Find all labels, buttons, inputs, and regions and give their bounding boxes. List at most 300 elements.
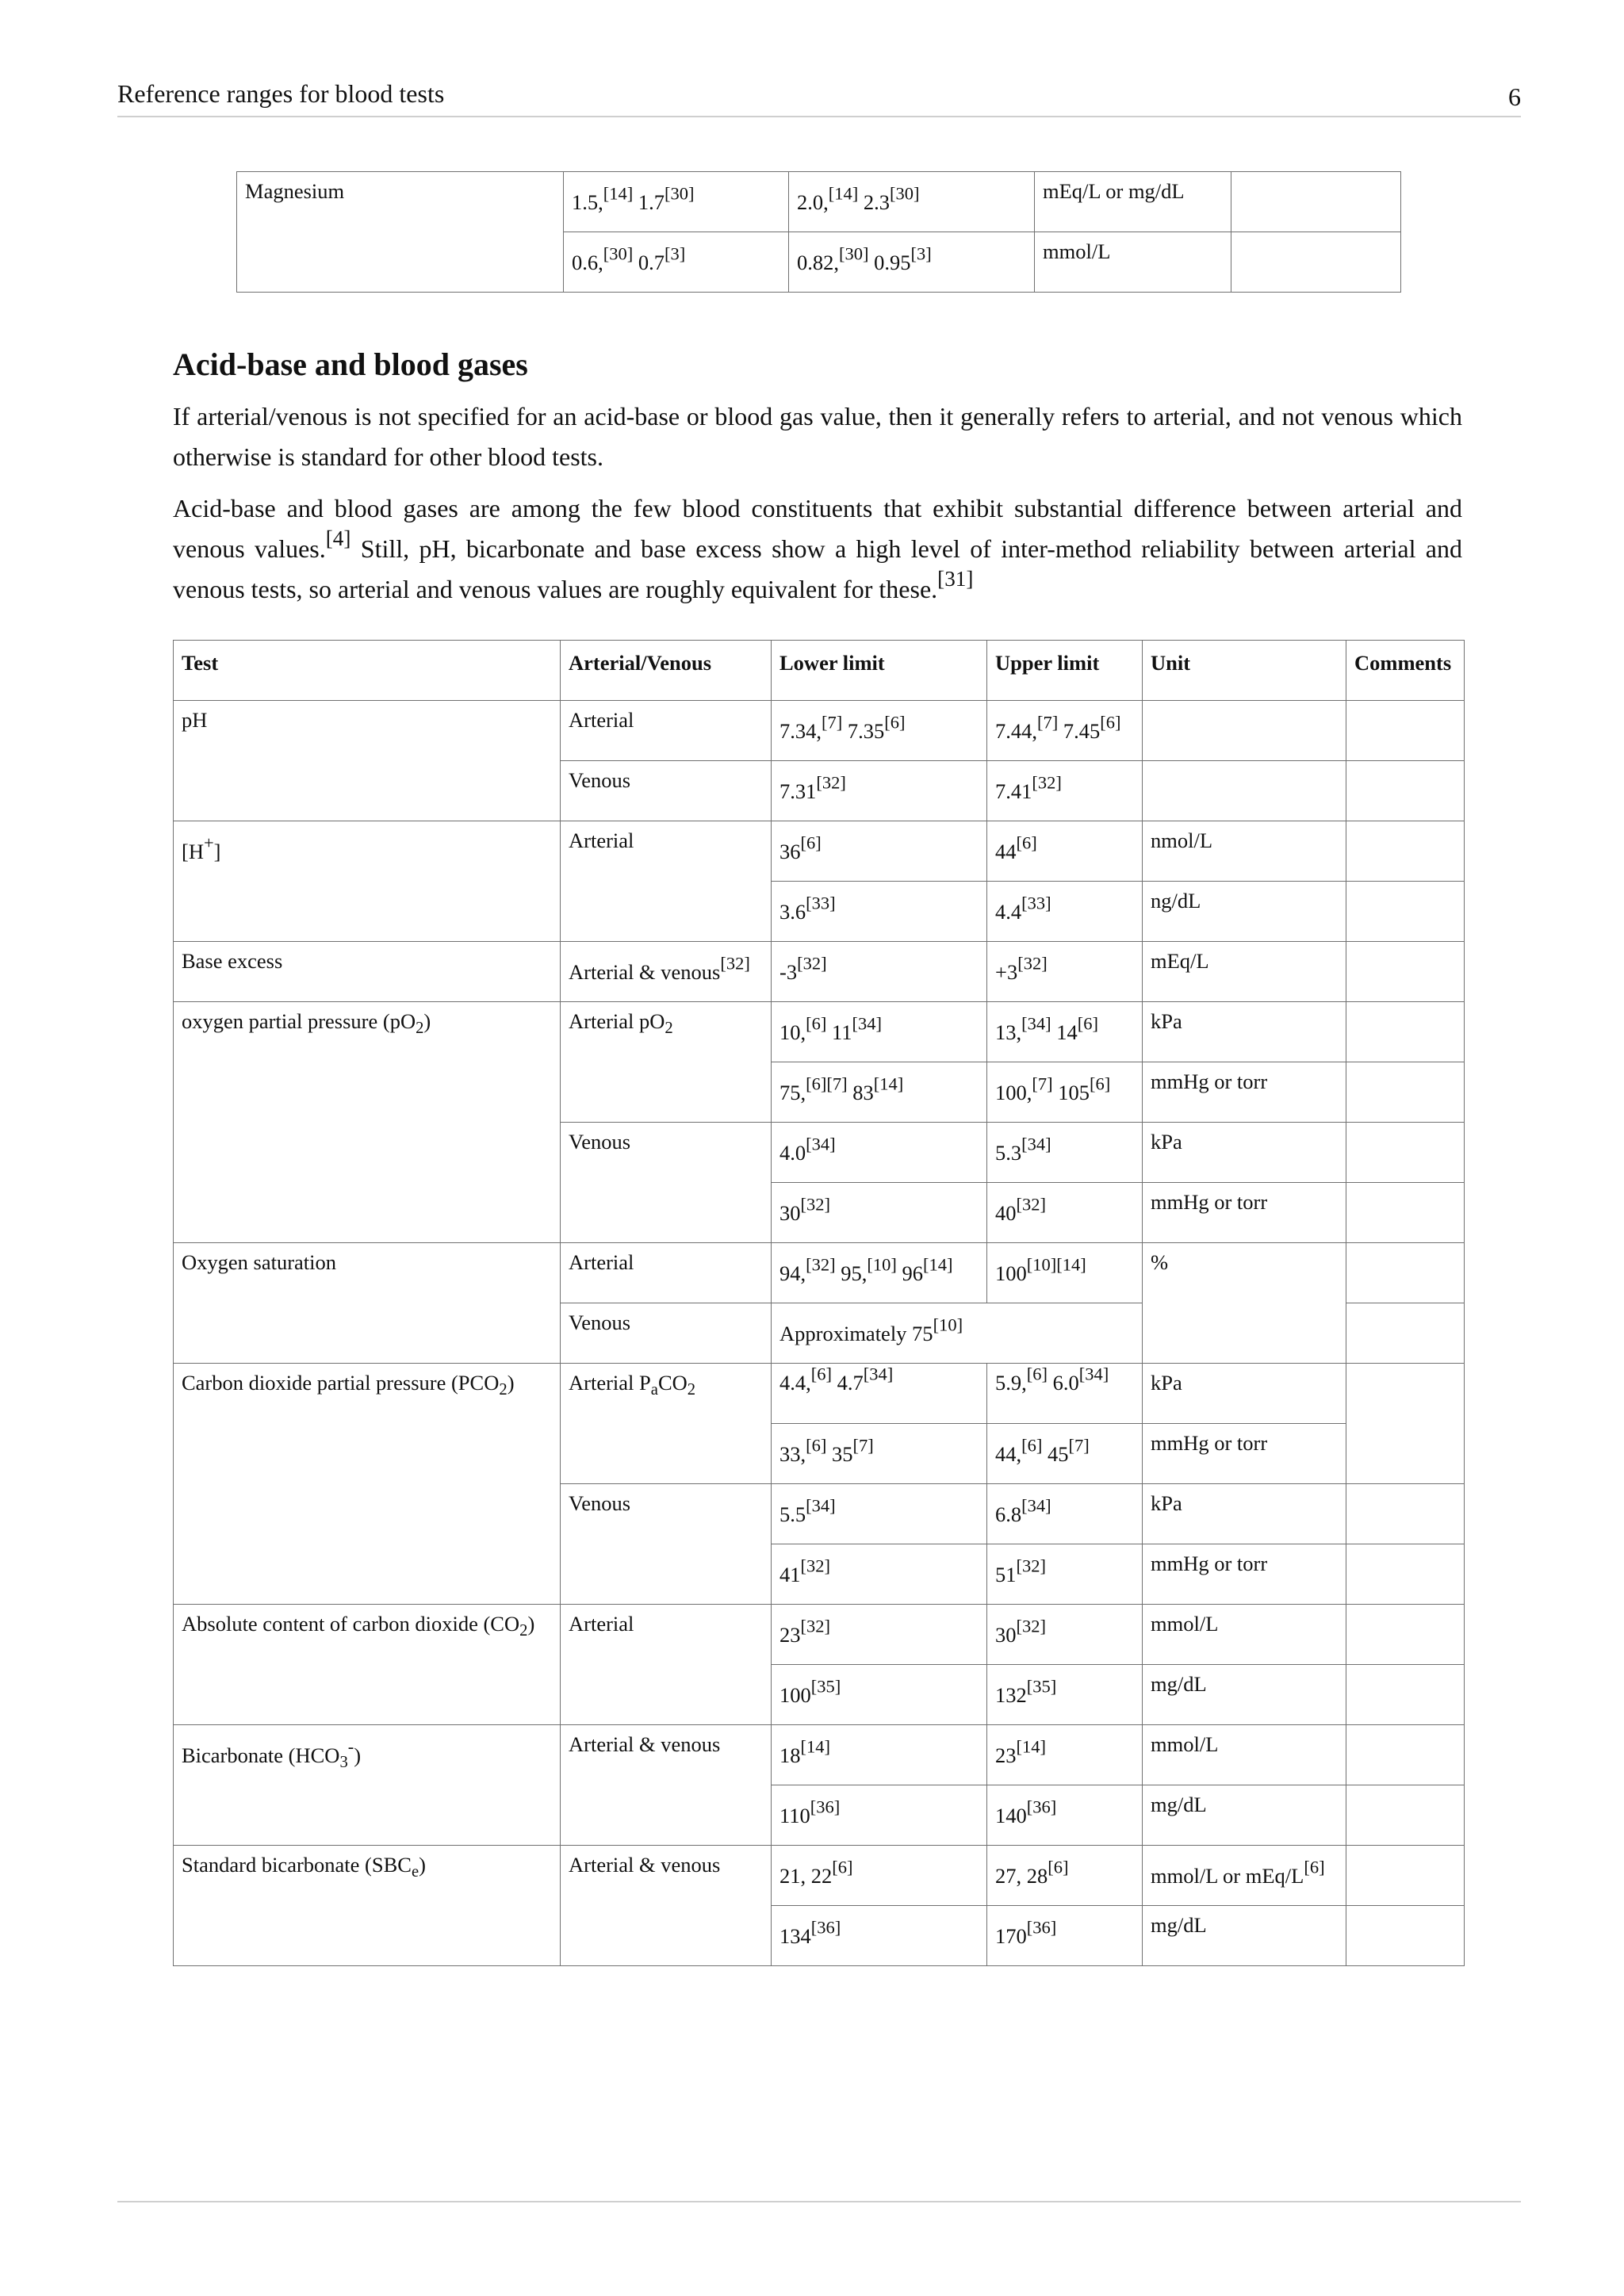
cell-text	[995, 1495, 1051, 1527]
cell-text: CO	[657, 1371, 688, 1395]
cell-text: 95,	[841, 1261, 868, 1285]
test-name: Magnesium	[245, 179, 345, 203]
citation-link[interactable]: [6]	[1048, 1857, 1069, 1877]
lower-limit-cell	[772, 761, 987, 821]
cell-text: 35	[832, 1442, 853, 1466]
cell-text: Arterial pO	[569, 1009, 665, 1033]
header-rule	[117, 116, 1521, 117]
cell-text: 105	[1058, 1081, 1090, 1104]
cell-text: -3	[779, 960, 798, 984]
cell-text	[779, 893, 836, 924]
citation-link[interactable]: [30]	[839, 243, 869, 264]
cell-text	[779, 832, 822, 864]
citation-link[interactable]: [7]	[852, 1435, 874, 1456]
table-row	[174, 1846, 1465, 1906]
test-name	[174, 1002, 561, 1243]
comments-cell	[1346, 1785, 1465, 1846]
citation-link[interactable]: [32]	[1016, 1616, 1047, 1636]
cell-text	[1151, 1857, 1325, 1888]
citation-link[interactable]: [34]	[1021, 1013, 1051, 1034]
av-cell: Venous	[561, 761, 772, 821]
upper-limit-cell	[987, 1364, 1143, 1424]
cell-text: 2.0,	[797, 190, 829, 214]
citation-link[interactable]: [14]	[923, 1254, 953, 1275]
citation-link[interactable]: [31]	[937, 567, 974, 591]
subscript: 2	[687, 1381, 696, 1399]
unit-cell: mmol/L	[1143, 1725, 1346, 1785]
unit-cell: mg/dL	[1143, 1906, 1346, 1966]
cell-text: 44	[995, 840, 1017, 863]
lower-limit-cell	[772, 1062, 987, 1123]
cell-text: ]	[213, 840, 221, 863]
cell-text: 21, 22	[779, 1864, 833, 1888]
citation-link[interactable]: [34]	[1078, 1364, 1109, 1384]
subscript: 2	[665, 1020, 673, 1038]
col-header-test: Test	[174, 641, 561, 701]
cell-text: 5.5	[779, 1502, 806, 1526]
upper-limit-cell	[987, 1725, 1143, 1785]
cell-text: oxygen partial pressure (pO	[182, 1009, 416, 1033]
comments-cell	[1346, 1725, 1465, 1785]
citation-link[interactable]: [32]	[800, 1616, 831, 1636]
table-row	[174, 701, 1465, 761]
range-cell	[772, 1303, 1143, 1364]
test-name	[174, 1605, 561, 1725]
upper-limit-cell	[987, 1424, 1143, 1484]
lower-limit-cell	[772, 1002, 987, 1062]
citation-link[interactable]: [36]	[1026, 1797, 1057, 1817]
cell-text: 23	[779, 1623, 801, 1647]
cell-text: 7.34,	[779, 719, 822, 743]
cell-text	[995, 772, 1062, 804]
citation-link[interactable]: [34]	[806, 1495, 836, 1516]
cell-text: +3	[995, 960, 1018, 984]
subscript: 2	[519, 1622, 528, 1640]
cell-text: 7.35	[847, 719, 885, 743]
cell-text	[779, 1917, 841, 1949]
cell-text: 100,	[995, 1081, 1032, 1104]
cell-text	[995, 1556, 1047, 1587]
cell-text: 132	[995, 1683, 1027, 1707]
upper-limit-cell	[987, 1062, 1143, 1123]
cell-text	[995, 1616, 1047, 1647]
subscript: a	[650, 1381, 658, 1399]
citation-link[interactable]: [6]	[810, 1364, 833, 1384]
citation-link[interactable]: [10]	[867, 1254, 897, 1275]
cell-text: 18	[779, 1743, 801, 1767]
cell-text: 94,	[779, 1261, 806, 1285]
table-row	[174, 942, 1465, 1002]
citation-link[interactable]: [32]	[816, 772, 846, 793]
test-name-cell	[237, 172, 564, 293]
cell-text	[779, 1495, 836, 1527]
citation-link[interactable]: [6]	[806, 1013, 827, 1034]
cell-text: 27, 28	[995, 1864, 1048, 1888]
citation-link[interactable]: [6]	[806, 1435, 827, 1456]
cell-text: mmol/L or mEq/L	[1151, 1864, 1304, 1888]
citation-link[interactable]: [32]	[1016, 1556, 1047, 1576]
cell-text: 7.41	[995, 779, 1032, 803]
comments-cell	[1346, 1484, 1465, 1544]
unit-cell: ng/dL	[1143, 882, 1346, 942]
cell-text: 23	[995, 1743, 1017, 1767]
citation-link[interactable]: [30]	[890, 183, 920, 204]
cell-text: 6.8	[995, 1502, 1022, 1526]
cell-text	[779, 1435, 874, 1467]
comments-cell	[1346, 882, 1465, 942]
citation-link[interactable]: [33]	[1021, 893, 1051, 913]
lower-limit-cell	[772, 1424, 987, 1484]
cell-text: 13,	[995, 1020, 1022, 1044]
lower-limit-cell	[772, 1785, 987, 1846]
cell-text: 170	[995, 1924, 1027, 1948]
citation-link[interactable]: [32]	[800, 1194, 831, 1215]
paragraph-2	[173, 488, 1462, 610]
citation-link[interactable]: [6]	[832, 1857, 853, 1877]
cell-text: 2.3	[863, 190, 891, 214]
av-cell: Venous	[561, 1303, 772, 1364]
citation-link[interactable]: [6]	[1077, 1013, 1099, 1034]
citation-link[interactable]: [32]	[806, 1254, 836, 1275]
table-header-row	[174, 641, 1465, 701]
unit-cell: mg/dL	[1143, 1665, 1346, 1725]
unit-cell: mg/dL	[1143, 1785, 1346, 1846]
cell-text: Bicarbonate (HCO	[182, 1743, 340, 1767]
upper-limit-cell	[987, 1846, 1143, 1906]
cell-text: 33,	[779, 1442, 806, 1466]
comments-cell	[1346, 1544, 1465, 1605]
cell-text: 1.5,	[572, 190, 603, 214]
subscript: 3	[339, 1754, 348, 1772]
upper-limit-cell	[789, 172, 1035, 232]
citation-link[interactable]: [10][14]	[1026, 1254, 1086, 1275]
citation-link[interactable]: [6]	[1304, 1857, 1325, 1877]
citation-link[interactable]: [6]	[884, 712, 906, 733]
av-cell: Arterial	[561, 1605, 772, 1725]
cell-text	[779, 1134, 836, 1165]
lower-limit-cell	[772, 1725, 987, 1785]
lower-limit-cell	[772, 1846, 987, 1906]
lower-limit-cell	[772, 1605, 987, 1665]
cell-text	[995, 1736, 1047, 1768]
cell-text: Arterial & venous	[569, 960, 721, 984]
upper-limit-cell	[987, 942, 1143, 1002]
citation-link[interactable]: [14]	[603, 183, 634, 204]
cell-text	[572, 243, 686, 275]
citation-link[interactable]: [33]	[806, 893, 836, 913]
av-cell: Arterial	[561, 821, 772, 942]
cell-text: 36	[779, 840, 801, 863]
citation-link[interactable]: [7]	[1037, 712, 1059, 733]
cell-text: 96	[902, 1261, 924, 1285]
cell-text	[779, 1676, 841, 1708]
comments-cell	[1346, 1303, 1465, 1364]
av-cell	[561, 942, 772, 1002]
cell-text: 0.95	[874, 251, 911, 274]
comments-cell	[1346, 701, 1465, 761]
citation-link[interactable]: [32]	[1032, 772, 1062, 793]
upper-limit-cell	[987, 1243, 1143, 1303]
citation-link[interactable]: [7]	[822, 712, 843, 733]
cell-text: )	[354, 1743, 362, 1767]
unit-cell: kPa	[1143, 1123, 1346, 1183]
test-name: pH	[174, 701, 561, 821]
cell-text: 41	[779, 1563, 801, 1586]
citation-link[interactable]: [6][7]	[806, 1073, 848, 1094]
av-cell: Arterial & venous	[561, 1725, 772, 1846]
citation-link[interactable]: [32]	[797, 953, 827, 974]
cell-text	[182, 1736, 362, 1772]
av-cell: Arterial & venous	[561, 1846, 772, 1966]
col-header-unit: Unit	[1143, 641, 1346, 701]
cell-text: Absolute content of carbon dioxide (CO	[182, 1612, 520, 1636]
test-name	[174, 1846, 561, 1966]
av-cell	[561, 1364, 772, 1484]
lower-limit-cell	[772, 821, 987, 882]
citation-link[interactable]: [6]	[1026, 1364, 1048, 1384]
citation-link[interactable]: [36]	[1026, 1917, 1057, 1938]
citation-link[interactable]: [30]	[603, 243, 634, 264]
cell-text: 51	[995, 1563, 1017, 1586]
comments-cell	[1346, 1906, 1465, 1966]
cell-text	[995, 953, 1048, 985]
comments-cell	[1346, 1243, 1465, 1303]
citation-link[interactable]: [32]	[720, 953, 750, 974]
cell-text	[797, 243, 932, 275]
cell-text	[995, 1194, 1047, 1226]
cell-text: 7.44,	[995, 719, 1037, 743]
cell-text	[779, 1314, 963, 1346]
cell-text: 45	[1048, 1442, 1069, 1466]
citation-link[interactable]: [32]	[1016, 1194, 1047, 1215]
cell-text	[995, 893, 1051, 924]
cell-text: Standard bicarbonate (SBC	[182, 1853, 412, 1877]
cell-text: Approximately 75	[779, 1322, 933, 1345]
cell-text	[995, 1917, 1057, 1949]
unit-cell: kPa	[1143, 1364, 1346, 1424]
citation-link[interactable]: [6]	[1100, 712, 1121, 733]
table-row	[174, 1605, 1465, 1665]
unit-cell: kPa	[1143, 1002, 1346, 1062]
lower-limit-cell	[772, 1484, 987, 1544]
col-header-arterial-venous: Arterial/Venous	[561, 641, 772, 701]
unit-cell: kPa	[1143, 1484, 1346, 1544]
cell-text: 6.0	[1052, 1371, 1079, 1395]
unit-cell: nmol/L	[1143, 821, 1346, 882]
lower-limit-cell	[564, 172, 789, 232]
table-row	[174, 1243, 1465, 1303]
citation-link[interactable]: [6]	[1021, 1435, 1043, 1456]
cell-text: 7.31	[779, 779, 817, 803]
cell-text: 44,	[995, 1442, 1022, 1466]
paragraph-text: Still, pH, bicarbonate and base excess show a high level of inter-method reliability between arterial and venous tests, so arterial and venous values are roughly equivalent for these.	[173, 534, 1463, 603]
citation-link[interactable]: [36]	[810, 1917, 841, 1938]
unit-cell: mmHg or torr	[1143, 1062, 1346, 1123]
citation-link[interactable]: [36]	[810, 1797, 841, 1817]
cell-text: 140	[995, 1804, 1027, 1827]
comments-cell	[1231, 172, 1401, 232]
unit-cell: mmHg or torr	[1143, 1183, 1346, 1243]
unit-cell	[1143, 701, 1346, 761]
table-row	[174, 1364, 1465, 1424]
cell-text	[797, 183, 920, 215]
lower-limit-cell	[772, 701, 987, 761]
citation-link[interactable]: [14]	[828, 183, 859, 204]
unit-cell: mmHg or torr	[1143, 1424, 1346, 1484]
upper-limit-cell	[987, 1002, 1143, 1062]
cell-text: 100	[995, 1261, 1027, 1285]
citation-link[interactable]: [30]	[665, 183, 695, 204]
lower-limit-cell	[772, 1183, 987, 1243]
cell-text	[779, 1013, 883, 1045]
citation-link[interactable]: [35]	[810, 1676, 841, 1697]
citation-link[interactable]: [6]	[1090, 1073, 1111, 1094]
cell-text: Carbon dioxide partial pressure (PCO	[182, 1371, 500, 1395]
citation-link[interactable]: [14]	[1016, 1736, 1047, 1757]
cell-text	[779, 772, 846, 804]
lower-limit-cell	[772, 882, 987, 942]
cell-text: 10,	[779, 1020, 806, 1044]
cell-text	[779, 1194, 831, 1226]
citation-link[interactable]: [3]	[665, 243, 686, 264]
comments-cell	[1346, 1665, 1465, 1725]
citation-link[interactable]: [32]	[800, 1556, 831, 1576]
unit-cell: mEq/L or mg/dL	[1035, 172, 1231, 232]
lower-limit-cell	[772, 1544, 987, 1605]
lower-limit-cell	[772, 1364, 987, 1424]
lower-limit-cell	[772, 1906, 987, 1966]
comments-cell	[1346, 821, 1465, 882]
citation-link[interactable]: [3]	[910, 243, 932, 264]
cell-text	[995, 832, 1037, 864]
page-number: 6	[1508, 82, 1521, 111]
cell-text	[995, 1254, 1086, 1286]
comments-cell	[1346, 761, 1465, 821]
test-name	[174, 1725, 561, 1846]
col-header-comments: Comments	[1346, 641, 1465, 701]
cell-text: 75,	[779, 1081, 806, 1104]
col-header-lower-limit: Lower limit	[772, 641, 987, 701]
upper-limit-cell	[987, 882, 1143, 942]
citation-link[interactable]: [34]	[863, 1364, 894, 1384]
av-cell: Venous	[561, 1123, 772, 1243]
cell-text: 3.6	[779, 900, 806, 924]
subscript: e	[411, 1863, 419, 1881]
cell-text: 0.6,	[572, 251, 603, 274]
upper-limit-cell	[987, 1484, 1143, 1544]
cell-text: 134	[779, 1924, 811, 1948]
subscript: 2	[416, 1020, 424, 1038]
comments-cell	[1346, 942, 1465, 1002]
upper-limit-cell	[987, 821, 1143, 882]
cell-text	[995, 1073, 1111, 1105]
cell-text	[572, 183, 695, 215]
cell-text	[995, 1797, 1057, 1828]
acid-base-table	[173, 640, 1465, 1966]
comments-cell	[1231, 232, 1401, 293]
citation-link[interactable]: [34]	[1021, 1495, 1051, 1516]
cell-text	[779, 1797, 841, 1828]
cell-text	[995, 1435, 1090, 1467]
av-cell	[561, 1002, 772, 1123]
cell-text: 30	[995, 1623, 1017, 1647]
citation-link[interactable]: [7]	[1068, 1435, 1090, 1456]
cell-text	[779, 1556, 831, 1587]
cell-text: 83	[852, 1081, 874, 1104]
cell-text	[779, 1616, 831, 1647]
cell-text: )	[527, 1612, 535, 1636]
av-cell: Arterial	[561, 701, 772, 761]
table-row	[174, 821, 1465, 882]
lower-limit-cell	[772, 1123, 987, 1183]
unit-cell: mmol/L	[1143, 1605, 1346, 1665]
magnesium-table	[236, 171, 1401, 293]
upper-limit-cell	[987, 1123, 1143, 1183]
cell-text: 0.82,	[797, 251, 839, 274]
citation-link[interactable]: [34]	[806, 1134, 836, 1154]
upper-limit-cell	[987, 1544, 1143, 1605]
upper-limit-cell	[987, 1183, 1143, 1243]
upper-limit-cell	[987, 701, 1143, 761]
citation-link[interactable]: [35]	[1026, 1676, 1057, 1697]
lower-limit-cell	[772, 1665, 987, 1725]
cell-text	[995, 1013, 1099, 1045]
upper-limit-cell	[987, 1906, 1143, 1966]
citation-link[interactable]: [14]	[873, 1073, 904, 1094]
cell-text	[779, 1857, 853, 1888]
citation-link[interactable]: [6]	[1016, 832, 1037, 853]
section-heading: Acid-base and blood gases	[173, 346, 528, 382]
citation-link: +	[203, 832, 214, 853]
cell-text	[779, 712, 906, 744]
citation-link[interactable]: [10]	[933, 1314, 963, 1335]
table-row	[237, 172, 1401, 232]
cell-text	[995, 712, 1121, 744]
paragraph-1: If arterial/venous is not specified for an acid-base or blood gas value, then it generally refers to arterial, and not venous which otherwise is standard for other blood tests.	[173, 402, 1462, 471]
unit-cell	[1143, 1846, 1346, 1906]
paragraph-text: Acid-base and blood gases are among the few blood constituents that exhibit substantial difference between arterial and venous values.	[173, 494, 1462, 563]
upper-limit-cell	[789, 232, 1035, 293]
cell-text: 4.7	[837, 1371, 864, 1395]
cell-text	[995, 1134, 1051, 1165]
citation-link[interactable]: [34]	[852, 1013, 883, 1034]
citation-link[interactable]: [14]	[800, 1736, 831, 1757]
citation-link[interactable]: [4]	[325, 526, 351, 551]
upper-limit-cell	[987, 761, 1143, 821]
cell-text: )	[419, 1853, 426, 1877]
subscript: 2	[499, 1381, 508, 1399]
lower-limit-cell	[772, 942, 987, 1002]
unit-cell: mmol/L	[1035, 232, 1231, 293]
cell-text	[995, 1857, 1069, 1888]
cell-text	[569, 953, 750, 985]
comments-cell	[1346, 1364, 1465, 1484]
citation-link: -	[347, 1736, 354, 1757]
citation-link[interactable]: [34]	[1021, 1134, 1051, 1154]
cell-text: Arterial P	[569, 1371, 651, 1395]
upper-limit-cell	[987, 1605, 1143, 1665]
cell-text: )	[507, 1371, 515, 1395]
citation-link[interactable]: [7]	[1032, 1073, 1053, 1094]
cell-text	[779, 1736, 831, 1768]
cell-text: [H	[182, 840, 204, 863]
cell-text: 11	[832, 1020, 852, 1044]
lower-limit-cell	[564, 232, 789, 293]
cell-text: 110	[779, 1804, 810, 1827]
citation-link[interactable]: [6]	[800, 832, 822, 853]
citation-link[interactable]: [32]	[1017, 953, 1048, 974]
cell-text: 100	[779, 1683, 811, 1707]
